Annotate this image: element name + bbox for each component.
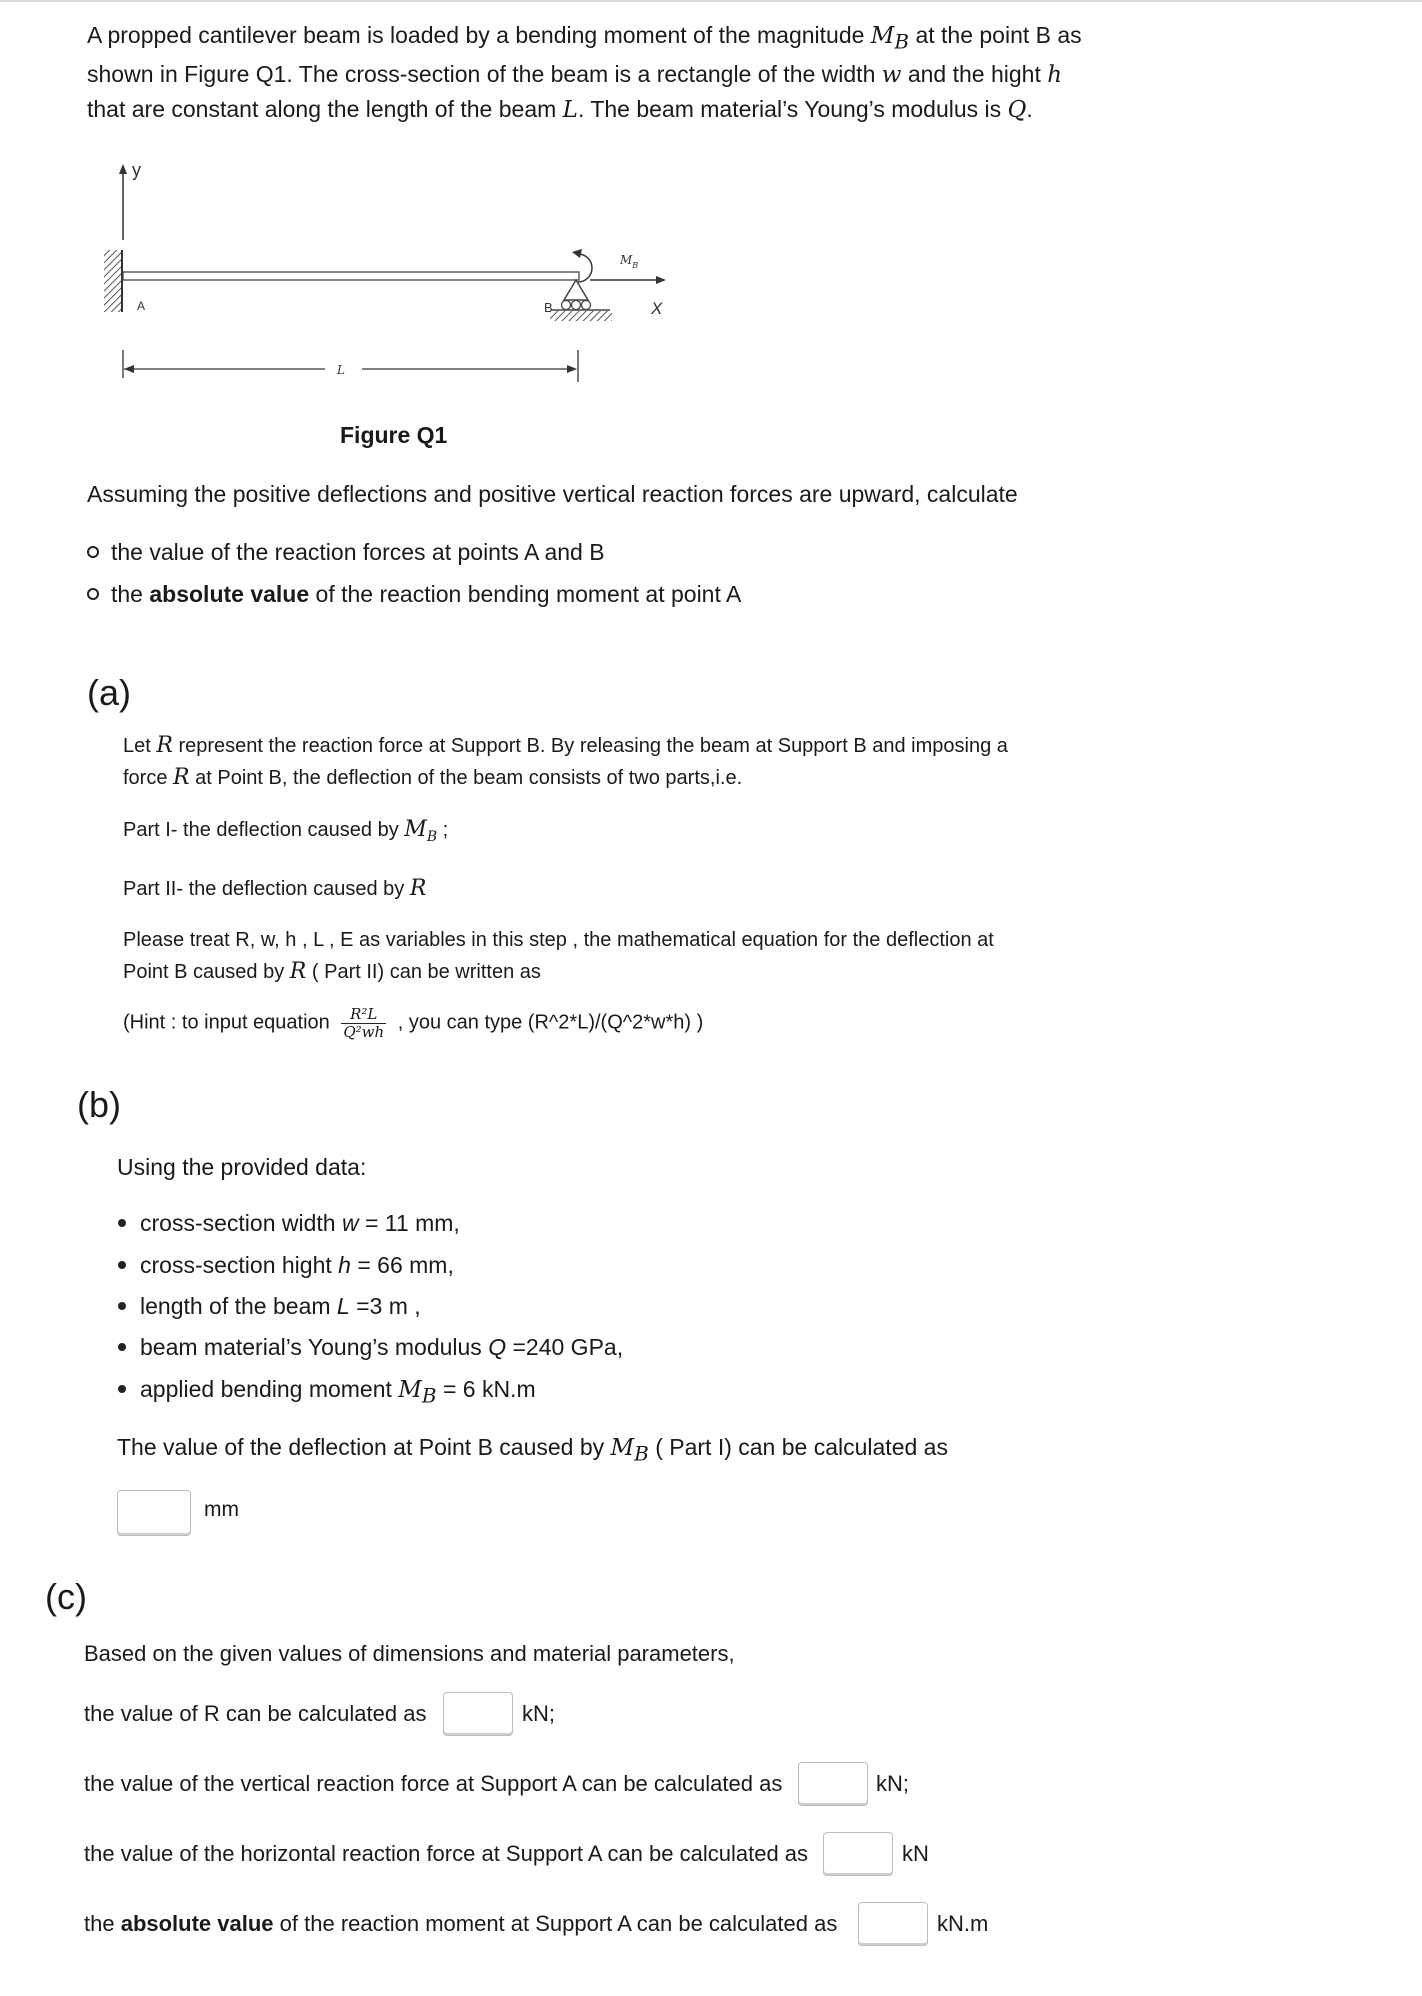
roller-icon (582, 301, 591, 310)
var-w: w (881, 61, 902, 88)
fraction-numerator: R²L (341, 1006, 386, 1024)
var-L: L (562, 97, 578, 124)
moment-label (619, 253, 638, 270)
task-bullet-text: the value of the reaction forces at points A and B (111, 539, 605, 565)
part-b-using: Using the provided data: (117, 1154, 367, 1180)
bullet-circle-icon (87, 588, 99, 600)
y-axis-arrow-icon (119, 164, 127, 174)
part-a-please-2 (123, 956, 1103, 988)
data-item-4 (118, 1330, 623, 1365)
intro-text: . (1026, 96, 1033, 123)
text: represent the reaction force at Support B. By releasing the beam at Support B and imposing a (172, 735, 1008, 757)
part-b-label: (b) (77, 1084, 121, 1125)
moment-arc (578, 254, 592, 282)
dimension-L-label: L (337, 363, 345, 377)
intro-line-2 (87, 57, 1137, 93)
var: Q (488, 1334, 507, 1360)
r-question: the value of R can be calculated as (84, 1701, 427, 1726)
intro-line-1 (87, 18, 1137, 57)
hint-fraction (341, 1006, 386, 1040)
text: = 66 mm, (350, 1252, 454, 1278)
moment-arrow-icon (572, 249, 582, 258)
text: =3 m , (349, 1293, 421, 1319)
var-MB-sub: B (634, 1441, 649, 1466)
text: Part II- the deflection caused by (123, 878, 410, 900)
intro-text: shown in Figure Q1. The cross-section of the beam is a rectangle of the width (87, 60, 882, 87)
horizontal-reaction-A-input[interactable] (823, 1832, 893, 1876)
text: applied bending moment (140, 1376, 399, 1402)
part-a-please-1: Please treat R, w, h , L , E as variables in this step , the mathematical equation for the deflection at (123, 929, 994, 951)
point-B-label: B (544, 300, 553, 315)
deflection-answer-input[interactable] (117, 1490, 191, 1536)
var-R: R (173, 765, 190, 790)
text: at Point B, the deflection of the beam consists of two parts,i.e. (189, 767, 743, 789)
moment-label-M: M (620, 253, 633, 267)
text: = 6 kN.m (436, 1376, 536, 1402)
bullet-dot-icon (118, 1261, 126, 1269)
var-h: h (1047, 61, 1063, 88)
var-Q: Q (1007, 97, 1027, 124)
dimension-arrow-icon (124, 365, 134, 373)
part-a-part2 (123, 873, 1103, 905)
moment-label-sub: B (632, 261, 639, 270)
fixed-support-wall (104, 250, 122, 312)
var-MB: M (610, 1435, 635, 1461)
var: w (341, 1210, 359, 1236)
var-MB-sub: B (421, 1383, 437, 1408)
pin-support-B (564, 280, 588, 300)
r-unit: kN; (522, 1701, 555, 1726)
text: beam material’s Young’s modulus (140, 1334, 489, 1360)
task-bullet-2 (87, 577, 741, 612)
text: Point B caused by (123, 961, 290, 983)
text: ; (437, 819, 449, 841)
text: = 11 mm, (358, 1210, 460, 1236)
task-bullet-bold: absolute value (149, 581, 310, 607)
va-question: the value of the vertical reaction force at Support A can be calculated as (84, 1771, 783, 1796)
intro-text: and the hight (901, 60, 1048, 87)
ha-unit: kN (902, 1841, 929, 1866)
bullet-dot-icon (118, 1343, 126, 1351)
text: Part I- the deflection caused by (123, 819, 405, 841)
part-c-based: Based on the given values of dimensions and material parameters, (84, 1641, 735, 1666)
data-item-3 (118, 1289, 421, 1324)
var: h (338, 1252, 351, 1278)
roller-icon (572, 301, 581, 310)
intro-text: at the point B as (909, 22, 1082, 48)
var-MB: M (870, 23, 895, 49)
bullet-dot-icon (118, 1302, 126, 1310)
moment-question (84, 1907, 837, 1940)
bullet-dot-icon (118, 1219, 126, 1227)
top-divider (0, 0, 1422, 2)
beam (123, 272, 579, 280)
text: , you can type (R^2*L)/(Q^2*w*h) ) (392, 1011, 704, 1034)
var-MB: M (398, 1377, 422, 1403)
dimension-arrow-icon (567, 365, 577, 373)
data-item-1 (118, 1206, 460, 1241)
intro-line-3 (87, 92, 1137, 128)
r-answer-input[interactable] (443, 1692, 513, 1736)
part-b-deflection-question (117, 1430, 948, 1469)
x-axis-label: X (651, 299, 663, 318)
intro-text: A propped cantilever beam is loaded by a bending moment of the magnitude (87, 22, 871, 48)
text: the (84, 1911, 121, 1936)
var-R: R (289, 959, 307, 984)
text: ( Part II) can be written as (306, 961, 541, 983)
var-MB-sub: B (426, 829, 438, 845)
bullet-dot-icon (118, 1385, 126, 1393)
task-bullet-text: the (111, 581, 150, 607)
data-item-5 (118, 1372, 536, 1411)
bold-text: absolute value (120, 1911, 274, 1936)
part-a-body (123, 730, 1103, 1040)
roller-icon (562, 301, 571, 310)
unit-mm: mm (204, 1498, 239, 1521)
intro-text: that are constant along the length of the beam (87, 96, 563, 123)
part-a-line-2 (123, 762, 1103, 794)
task-assumption: Assuming the positive deflections and positive vertical reaction forces are upward, calculate (87, 481, 1018, 507)
ground-hatch (550, 311, 612, 321)
text: =240 GPa, (506, 1334, 624, 1360)
moment-unit: kN.m (937, 1911, 989, 1936)
text: cross-section width (140, 1210, 342, 1236)
part-a-hint (123, 1006, 1103, 1040)
text: Let (123, 735, 157, 757)
text: (Hint : to input equation (123, 1011, 336, 1034)
var-R: R (156, 733, 173, 758)
text: force (123, 767, 174, 789)
part-a-part1 (123, 814, 1103, 853)
part-a-line-1 (123, 730, 1103, 762)
intro-text: . The beam material’s Young’s modulus is (577, 96, 1008, 123)
var-R: R (409, 876, 427, 901)
moment-A-input[interactable] (858, 1902, 928, 1946)
bullet-circle-icon (87, 546, 99, 558)
ha-question: the value of the horizontal reaction force at Support A can be calculated as (84, 1841, 809, 1866)
text: length of the beam (140, 1293, 337, 1319)
point-A-label: A (137, 299, 146, 313)
var-MB-sub: B (894, 29, 910, 54)
y-axis-label: y (132, 160, 141, 180)
figure-caption: Figure Q1 (340, 422, 448, 448)
x-axis-arrow-icon (656, 276, 666, 284)
va-unit: kN; (876, 1771, 909, 1796)
vertical-reaction-A-input[interactable] (798, 1762, 868, 1806)
task-bullet-1 (87, 535, 605, 570)
var-MB: M (404, 817, 427, 842)
text: The value of the deflection at Point B caused by (117, 1434, 611, 1460)
part-a-label: (a) (87, 672, 131, 713)
task-bullet-text: of the reaction bending moment at point A (309, 581, 742, 607)
text: ( Part I) can be calculated as (648, 1434, 948, 1460)
intro-paragraph (87, 18, 1137, 128)
text: of the reaction moment at Support A can be calculated as (273, 1911, 838, 1936)
var: L (336, 1293, 350, 1319)
fraction-denominator: Q²wh (343, 1022, 385, 1041)
beam-figure (100, 160, 700, 400)
data-item-2 (118, 1248, 454, 1283)
text: cross-section hight (140, 1252, 339, 1278)
part-c-label: (c) (45, 1576, 87, 1617)
